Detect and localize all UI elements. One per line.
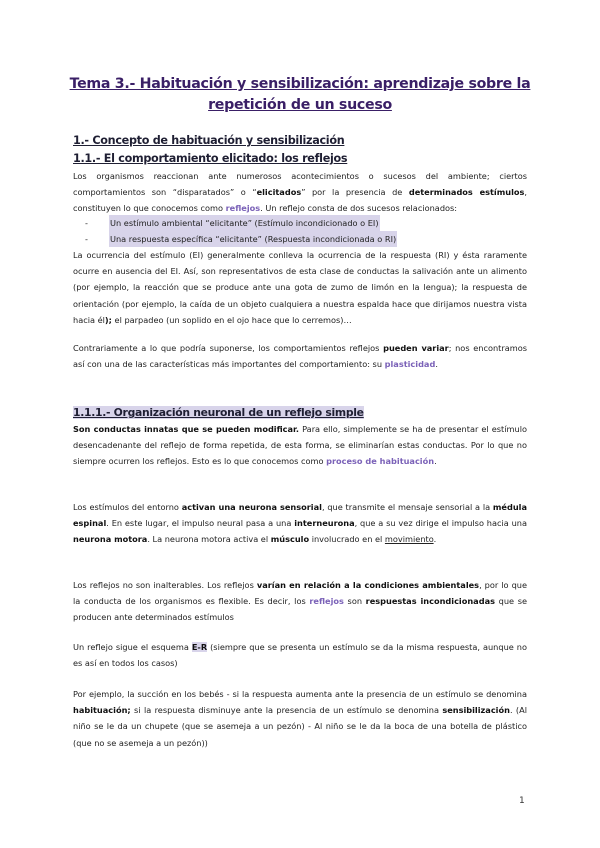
neural-path-paragraph: Los estímulos del entorno activan una neurona sensorial, que transmite el mensaje sensorial a la médula espinal. En este lugar, el impulso neural pasa a una interneurona, que a su vez dirige el impulso hacia una neurona motora. La neurona motora activa el músculo involucrado en el movimiento. [73, 502, 528, 545]
subsection-heading: 1.1.- El comportamiento elicitado: los reflejos [73, 152, 348, 165]
title-line-1: Tema 3.- Habituación y sensibilización: aprendizaje sobre la [69, 76, 531, 92]
list-item: - Un estímulo ambiental “elicitante” (Estímulo incondicionado o EI) [85, 215, 397, 231]
alterable-paragraph: Los reflejos no son inalterables. Los reflejos varían en relación a la condiciones ambientales, por lo que la conducta de los organismos es flexible. Es decir, los reflejos son respuestas incondicionadas que se producen ante determinados estímulos [73, 580, 527, 623]
intro-paragraph: Los organismos reaccionan ante numerosos acontecimientos o sucesos del ambiente; ciertos comportamientos son “disparatados” o “elicitados” por la presencia de determinados estímulos, constituyen lo que conocemos como reflejos. Un reflejo consta de dos sucesos relacionados: [73, 171, 527, 214]
list-item: - Una respuesta específica “elicitante” (Respuesta incondicionada o RI) [85, 231, 397, 247]
plasticity-paragraph: Contrariamente a lo que podría suponerse, los comportamientos reflejos pueden variar; nos encontramos así con una de las características más importantes del comportamiento: su plasticidad. [73, 343, 527, 370]
document-title [60, 74, 540, 116]
title-line-2: repetición de un suceso [208, 97, 392, 113]
page-number: 1 [519, 796, 525, 806]
subsubsection-heading: 1.1.1.- Organización neuronal de un reflejo simple [73, 406, 364, 419]
example-paragraph: Por ejemplo, la succión en los bebés - si la respuesta aumenta ante la presencia de un estímulo se denomina habituación; si la respuesta disminuye ante la presencia de un estímulo se denomina sensibilización. (Al niño se le da un chupete (que se asemeja a un pezón) - Al niño se le da la boca de una botella de plástico (que no se asemeja a un pezón)) [73, 689, 527, 748]
section-heading: 1.- Concepto de habituación y sensibilización [73, 134, 345, 147]
innate-paragraph: Son conductas innatas que se pueden modificar. Para ello, simplemente se ha de presentar el estímulo desencadenante del reflejo de forma repetida, de esta forma, se eliminarían estas conductas. Por lo que no siempre ocurren los reflejos. Esto es lo que conocemos como proceso de habituación. [73, 424, 527, 467]
occurrence-paragraph: La ocurrencia del estímulo (EI) generalmente conlleva la ocurrencia de la respuesta (RI) y ésta raramente ocurre en ausencia del EI. Así, son representativos de esta clase de conductas la salivación ante un alimento (por ejemplo, la reacción que se produce ante una gota de zumo de limón en la lengua); la respuesta de orientación (por ejemplo, la caída de un objeto cualquiera a nuestra espalda hace que dirijamos nuestra vista hacia él); el parpadeo (un soplido en el ojo hace que lo cerremos)… [73, 250, 527, 325]
scheme-paragraph: Un reflejo sigue el esquema E-R (siempre que se presenta un estímulo se da la misma respuesta, aunque no es así en todos los casos) [73, 642, 527, 669]
reflex-components-list [85, 215, 397, 247]
